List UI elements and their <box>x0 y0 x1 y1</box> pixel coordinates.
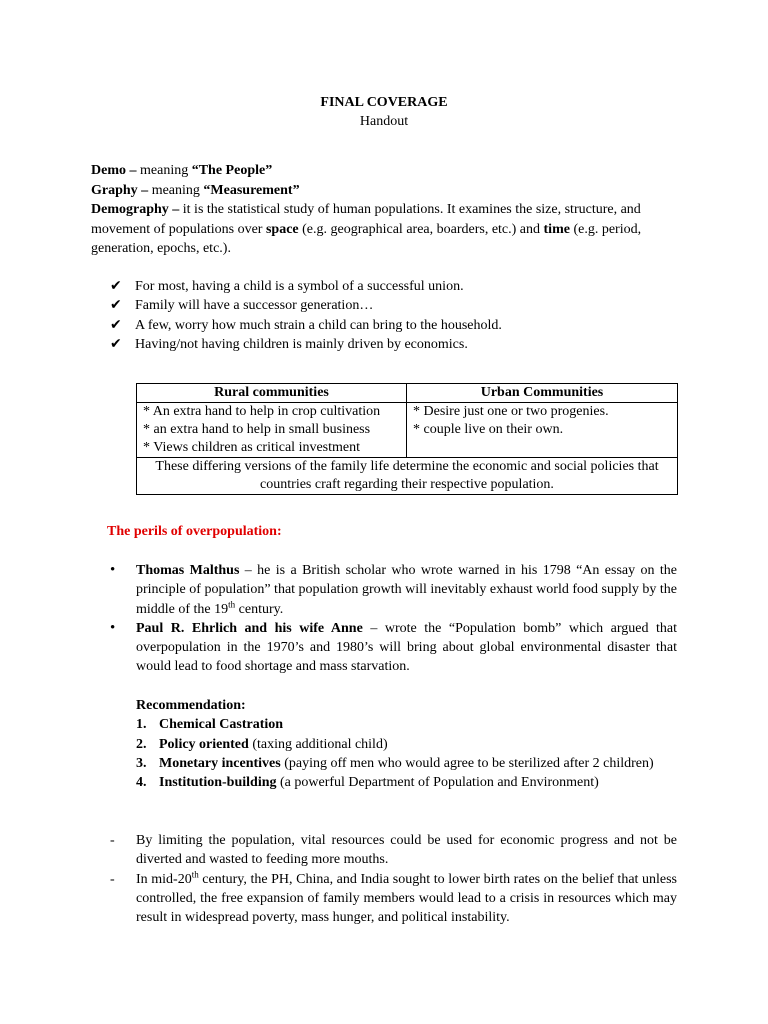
graphy-meaning-label: meaning <box>148 182 204 198</box>
malthus-sup: th <box>228 598 236 609</box>
table-footer-row <box>137 458 678 495</box>
table-footer: These differing versions of the family life determine the economic and social policies that countries craft regarding their respective population. <box>137 458 678 495</box>
checklist-text: Family will have a successor generation… <box>135 298 374 314</box>
list-item <box>136 754 677 773</box>
note-text-end: century, the PH, China, and India sought to lower birth rates on the belief that unless controlled, the free expansion of family members would lead to a crisis in resources which may result in widespread poverty, mass hunger, and political instability. <box>136 871 678 926</box>
rural-item: * an extra hand to help in small business <box>143 422 371 437</box>
item-text <box>159 773 677 792</box>
demo-meaning-label: meaning <box>136 163 192 178</box>
demography-term: Demography – <box>91 202 180 217</box>
document-subtitle: Handout <box>359 114 409 129</box>
bullet-icon: • <box>110 619 116 636</box>
item-bold: Chemical Castration <box>159 717 284 733</box>
item-bold: Policy oriented <box>159 736 249 752</box>
list-item <box>136 735 677 754</box>
check-icon: ✔ <box>110 297 122 314</box>
item-text <box>159 754 677 773</box>
bullet-icon: • <box>110 562 116 578</box>
checklist-item <box>110 335 670 354</box>
checklist-text: A few, worry how much strain a child can bring to the household. <box>135 317 502 333</box>
item-rest: (taxing additional child) <box>248 736 388 752</box>
rural-header: Rural communities <box>137 384 407 403</box>
checklist-item <box>110 296 670 315</box>
malthus-name: Thomas Malthus <box>136 563 240 578</box>
checklist <box>110 277 670 354</box>
check-icon: ✔ <box>110 278 122 294</box>
table-header-row <box>137 384 678 403</box>
note-paragraph <box>136 870 677 928</box>
item-bold: Monetary incentives <box>159 755 281 771</box>
demography-text-1: it is the statistical study of human populations. It examines the size, structure, and movement of populations over <box>91 202 641 237</box>
ehrlich-paragraph <box>136 619 677 677</box>
perils-heading: The perils of overpopulation: <box>107 524 282 539</box>
demo-definition <box>91 161 671 181</box>
check-icon: ✔ <box>110 335 122 352</box>
list-item <box>110 561 677 619</box>
item-number: 2. <box>136 736 147 752</box>
list-item <box>110 619 677 677</box>
item-bold: Institution-building <box>159 775 277 791</box>
definitions-block <box>91 161 671 259</box>
item-number: 3. <box>136 755 147 771</box>
note-sup: th <box>191 868 199 879</box>
list-item <box>110 831 677 870</box>
item-number: 1. <box>136 717 147 733</box>
list-item <box>136 773 677 792</box>
demo-term: Demo – <box>91 163 137 178</box>
urban-header: Urban Communities <box>407 384 678 403</box>
checklist-item <box>110 277 670 296</box>
demography-text-2: (e.g. geographical area, boarders, etc.) and <box>298 221 544 237</box>
checklist-text: Having/not having children is mainly driven by economics. <box>135 336 468 352</box>
rural-cell <box>137 403 407 458</box>
item-text <box>159 735 677 754</box>
graphy-term: Graphy – <box>91 182 149 198</box>
table-row <box>137 403 678 458</box>
document-title: FINAL COVERAGE <box>320 95 448 110</box>
check-icon: ✔ <box>110 316 122 333</box>
malthus-text-end: century. <box>235 601 284 617</box>
note-text: In mid-20 <box>136 871 192 887</box>
rural-item: * Views children as critical investment <box>143 440 361 455</box>
dash-icon: - <box>110 871 115 887</box>
malthus-paragraph <box>136 561 677 619</box>
item-text <box>159 715 677 734</box>
urban-item: * couple live on their own. <box>413 422 564 437</box>
ehrlich-name: Paul R. Ehrlich and his wife Anne <box>136 620 363 636</box>
recommendation-title: Recommendation: <box>136 698 246 713</box>
recommendation-block <box>136 696 677 792</box>
dash-icon: - <box>110 833 115 848</box>
list-item <box>136 715 677 734</box>
urban-item: * Desire just one or two progenies. <box>413 404 609 419</box>
communities-table <box>136 383 678 495</box>
note-text: By limiting the population, vital resources could be used for economic progress and not be diverted and wasted to feeding more mouths. <box>136 833 677 868</box>
item-rest: (paying off men who would agree to be sterilized after 2 children) <box>280 755 654 771</box>
urban-cell <box>407 403 678 458</box>
graphy-meaning: “Measurement” <box>203 182 300 198</box>
demography-definition <box>91 200 671 259</box>
item-rest: (a powerful Department of Population and Environment) <box>276 775 599 791</box>
notes-list <box>110 831 677 927</box>
demography-time: time <box>543 221 570 237</box>
perils-list <box>110 561 677 677</box>
demography-space: space <box>265 221 299 237</box>
malthus-text: – he is a British scholar who wrote warned in his 1798 “An essay on the principle of population” that population growth will inevitably exhaust world food supply by the middle of the 19 <box>136 563 677 617</box>
list-item <box>110 870 677 928</box>
item-number: 4. <box>136 775 147 791</box>
demo-meaning: “The People” <box>191 163 273 178</box>
demography-text-3: (e.g. period, generation, epochs, etc.). <box>91 221 642 256</box>
checklist-item <box>110 316 670 335</box>
rural-item: * An extra hand to help in crop cultivation <box>143 404 381 419</box>
checklist-text: For most, having a child is a symbol of a successful union. <box>135 279 464 294</box>
graphy-definition <box>91 181 671 201</box>
ehrlich-text: – wrote the “Population bomb” which argued that overpopulation in the 1970’s and 1980’s will bring about global environmental disaster that would lead to food shortage and mass starvation. <box>136 620 677 675</box>
